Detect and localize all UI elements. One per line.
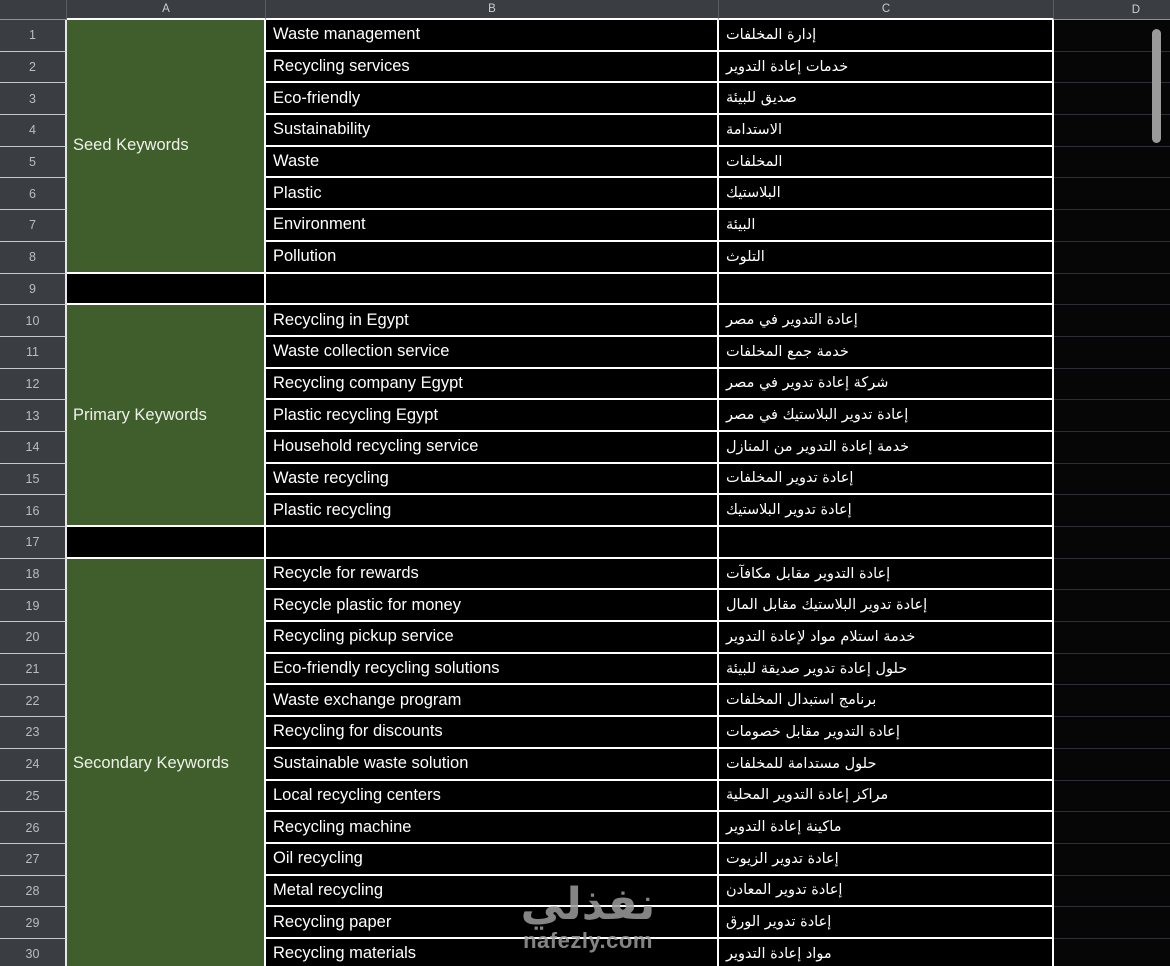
cell-D12[interactable] — [1054, 369, 1170, 401]
cell-D6[interactable] — [1054, 178, 1170, 210]
cell-B30[interactable]: Recycling materials — [266, 939, 719, 966]
cell-D28[interactable] — [1054, 876, 1170, 908]
cell-C25[interactable]: مراكز إعادة التدوير المحلية — [719, 781, 1054, 813]
cell-C12[interactable]: شركة إعادة تدوير في مصر — [719, 369, 1054, 401]
cell-C11[interactable]: خدمة جمع المخلفات — [719, 337, 1054, 369]
section-gap-cell-row-17[interactable] — [67, 527, 266, 559]
cell-B25[interactable]: Local recycling centers — [266, 781, 719, 813]
row-header-10[interactable]: 10 — [0, 305, 67, 337]
cell-C23[interactable]: إعادة التدوير مقابل خصومات — [719, 717, 1054, 749]
cell-D15[interactable] — [1054, 464, 1170, 496]
cell-B11[interactable]: Waste collection service — [266, 337, 719, 369]
cell-B15[interactable]: Waste recycling — [266, 464, 719, 496]
row-header-4[interactable]: 4 — [0, 115, 67, 147]
cell-B26[interactable]: Recycling machine — [266, 812, 719, 844]
cell-B8[interactable]: Pollution — [266, 242, 719, 274]
cell-C9[interactable] — [719, 274, 1054, 306]
cell-B20[interactable]: Recycling pickup service — [266, 622, 719, 654]
cell-C13[interactable]: إعادة تدوير البلاستيك في مصر — [719, 400, 1054, 432]
row-header-8[interactable]: 8 — [0, 242, 67, 274]
cell-B16[interactable]: Plastic recycling — [266, 495, 719, 527]
cell-D18[interactable] — [1054, 559, 1170, 591]
cell-C16[interactable]: إعادة تدوير البلاستيك — [719, 495, 1054, 527]
cell-B24[interactable]: Sustainable waste solution — [266, 749, 719, 781]
cell-D11[interactable] — [1054, 337, 1170, 369]
cell-D30[interactable] — [1054, 939, 1170, 966]
cell-D25[interactable] — [1054, 781, 1170, 813]
cell-B28[interactable]: Metal recycling — [266, 876, 719, 908]
select-all-corner[interactable] — [0, 0, 67, 20]
cell-C20[interactable]: خدمة استلام مواد لإعادة التدوير — [719, 622, 1054, 654]
row-header-17[interactable]: 17 — [0, 527, 67, 559]
row-header-18[interactable]: 18 — [0, 559, 67, 591]
row-header-16[interactable]: 16 — [0, 495, 67, 527]
watermark-domain: nafezly.com — [523, 927, 653, 953]
column-header-a[interactable]: A — [67, 0, 266, 20]
cell-D10[interactable] — [1054, 305, 1170, 337]
cell-C30[interactable]: مواد إعادة التدوير — [719, 939, 1054, 966]
row-header-30[interactable]: 30 — [0, 939, 67, 966]
row-header-3[interactable]: 3 — [0, 83, 67, 115]
cell-B7[interactable]: Environment — [266, 210, 719, 242]
row-header-6[interactable]: 6 — [0, 178, 67, 210]
cell-C15[interactable]: إعادة تدوير المخلفات — [719, 464, 1054, 496]
cell-D23[interactable] — [1054, 717, 1170, 749]
row-header-5[interactable]: 5 — [0, 147, 67, 179]
cell-B12[interactable]: Recycling company Egypt — [266, 369, 719, 401]
cell-B18[interactable]: Recycle for rewards — [266, 559, 719, 591]
cell-B27[interactable]: Oil recycling — [266, 844, 719, 876]
cell-C8[interactable]: التلوث — [719, 242, 1054, 274]
cell-D5[interactable] — [1054, 147, 1170, 179]
cell-B4[interactable]: Sustainability — [266, 115, 719, 147]
row-header-11[interactable]: 11 — [0, 337, 67, 369]
cell-B10[interactable]: Recycling in Egypt — [266, 305, 719, 337]
column-header-d[interactable]: D — [1054, 0, 1170, 20]
cell-C18[interactable]: إعادة التدوير مقابل مكافآت — [719, 559, 1054, 591]
row-header-26[interactable]: 26 — [0, 812, 67, 844]
cell-D17[interactable] — [1054, 527, 1170, 559]
cell-D16[interactable] — [1054, 495, 1170, 527]
row-header-20[interactable]: 20 — [0, 622, 67, 654]
vertical-scrollbar-thumb[interactable] — [1152, 29, 1161, 143]
cell-C2[interactable]: خدمات إعادة التدوير — [719, 52, 1054, 84]
row-header-1[interactable]: 1 — [0, 20, 67, 52]
row-header-28[interactable]: 28 — [0, 876, 67, 908]
cell-B13[interactable]: Plastic recycling Egypt — [266, 400, 719, 432]
cell-C7[interactable]: البيئة — [719, 210, 1054, 242]
row-header-22[interactable]: 22 — [0, 685, 67, 717]
cell-D26[interactable] — [1054, 812, 1170, 844]
cell-C3[interactable]: صديق للبيئة — [719, 83, 1054, 115]
cell-C4[interactable]: الاستدامة — [719, 115, 1054, 147]
row-header-2[interactable]: 2 — [0, 52, 67, 84]
section-cell-seed-keywords[interactable]: Seed Keywords — [67, 20, 266, 274]
column-header-b[interactable]: B — [266, 0, 719, 20]
cell-D14[interactable] — [1054, 432, 1170, 464]
cell-C28[interactable]: إعادة تدوير المعادن — [719, 876, 1054, 908]
cell-D8[interactable] — [1054, 242, 1170, 274]
row-header-23[interactable]: 23 — [0, 717, 67, 749]
cell-B29[interactable]: Recycling paper — [266, 907, 719, 939]
cell-C5[interactable]: المخلفات — [719, 147, 1054, 179]
row-header-9[interactable]: 9 — [0, 274, 67, 306]
watermark-logo: نفذلي — [520, 879, 656, 930]
cell-B1[interactable]: Waste management — [266, 20, 719, 52]
cell-C24[interactable]: حلول مستدامة للمخلفات — [719, 749, 1054, 781]
cell-D19[interactable] — [1054, 590, 1170, 622]
cell-D13[interactable] — [1054, 400, 1170, 432]
cell-D9[interactable] — [1054, 274, 1170, 306]
cell-C26[interactable]: ماكينة إعادة التدوير — [719, 812, 1054, 844]
cell-D20[interactable] — [1054, 622, 1170, 654]
cell-D7[interactable] — [1054, 210, 1170, 242]
cell-D24[interactable] — [1054, 749, 1170, 781]
row-header-21[interactable]: 21 — [0, 654, 67, 686]
cell-C21[interactable]: حلول إعادة تدوير صديقة للبيئة — [719, 654, 1054, 686]
cell-B23[interactable]: Recycling for discounts — [266, 717, 719, 749]
cell-B14[interactable]: Household recycling service — [266, 432, 719, 464]
column-header-c[interactable]: C — [719, 0, 1054, 20]
cell-C22[interactable]: برنامج استبدال المخلفات — [719, 685, 1054, 717]
cell-C19[interactable]: إعادة تدوير البلاستيك مقابل المال — [719, 590, 1054, 622]
cell-B21[interactable]: Eco-friendly recycling solutions — [266, 654, 719, 686]
cell-B17[interactable] — [266, 527, 719, 559]
cell-D22[interactable] — [1054, 685, 1170, 717]
section-gap-cell-row-9[interactable] — [67, 274, 266, 306]
cell-C17[interactable] — [719, 527, 1054, 559]
cell-C27[interactable]: إعادة تدوير الزيوت — [719, 844, 1054, 876]
cell-B19[interactable]: Recycle plastic for money — [266, 590, 719, 622]
section-cell-secondary-keywords[interactable]: Secondary Keywords — [67, 559, 266, 966]
row-header-15[interactable]: 15 — [0, 464, 67, 496]
row-header-7[interactable]: 7 — [0, 210, 67, 242]
cell-B22[interactable]: Waste exchange program — [266, 685, 719, 717]
cell-D29[interactable] — [1054, 907, 1170, 939]
cell-B2[interactable]: Recycling services — [266, 52, 719, 84]
cell-C14[interactable]: خدمة إعادة التدوير من المنازل — [719, 432, 1054, 464]
cell-D27[interactable] — [1054, 844, 1170, 876]
cell-B5[interactable]: Waste — [266, 147, 719, 179]
cell-C29[interactable]: إعادة تدوير الورق — [719, 907, 1054, 939]
cell-D21[interactable] — [1054, 654, 1170, 686]
row-header-19[interactable]: 19 — [0, 590, 67, 622]
row-header-24[interactable]: 24 — [0, 749, 67, 781]
row-header-29[interactable]: 29 — [0, 907, 67, 939]
row-header-25[interactable]: 25 — [0, 781, 67, 813]
cell-B6[interactable]: Plastic — [266, 178, 719, 210]
cell-C1[interactable]: إدارة المخلفات — [719, 20, 1054, 52]
cell-C6[interactable]: البلاستيك — [719, 178, 1054, 210]
cell-B3[interactable]: Eco-friendly — [266, 83, 719, 115]
row-header-12[interactable]: 12 — [0, 369, 67, 401]
row-header-13[interactable]: 13 — [0, 400, 67, 432]
cell-B9[interactable] — [266, 274, 719, 306]
cell-C10[interactable]: إعادة التدوير في مصر — [719, 305, 1054, 337]
row-header-14[interactable]: 14 — [0, 432, 67, 464]
section-cell-primary-keywords[interactable]: Primary Keywords — [67, 305, 266, 527]
row-header-27[interactable]: 27 — [0, 844, 67, 876]
